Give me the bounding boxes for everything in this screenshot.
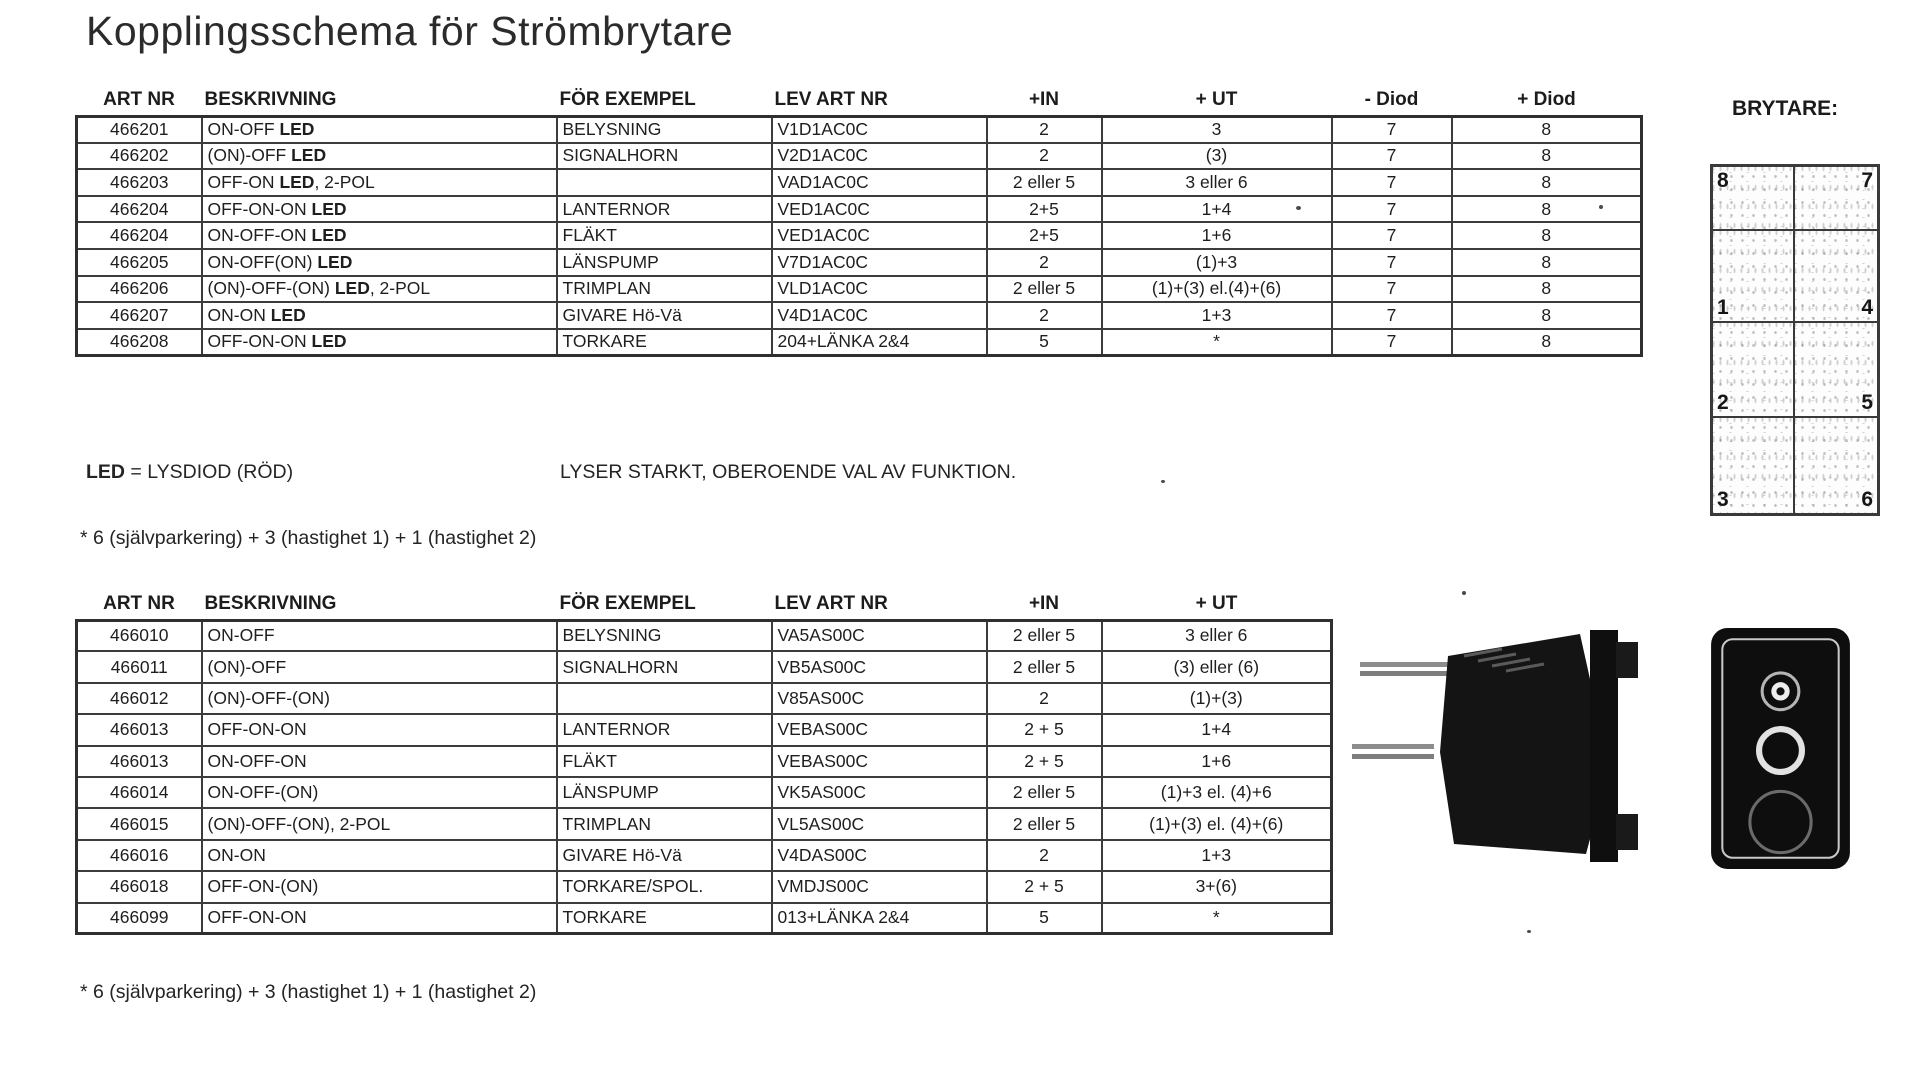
scan-speck	[1599, 205, 1603, 209]
table-cell: TORKARE	[557, 329, 772, 356]
table-cell: 2 eller 5	[987, 276, 1102, 303]
table-cell: *	[1102, 903, 1332, 934]
scan-speck	[1462, 591, 1466, 595]
table-cell: 466204	[77, 222, 202, 249]
column-header: BESKRIVNING	[204, 89, 337, 111]
column-header: + Diod	[1517, 89, 1576, 111]
table-row	[77, 329, 1642, 356]
table-cell: ON-OFF-ON LED	[202, 222, 557, 249]
column-header: ART NR	[103, 593, 175, 615]
table-row	[77, 871, 1332, 902]
table-cell: (ON)-OFF-(ON), 2-POL	[202, 808, 557, 839]
table-cell: GIVARE Hö-Vä	[557, 302, 772, 329]
table-cell: (1)+3	[1102, 249, 1332, 276]
table-cell: TORKARE	[557, 903, 772, 934]
table-cell: 2 eller 5	[987, 651, 1102, 682]
table-cell: 8	[1452, 329, 1642, 356]
table-cell: 466204	[77, 196, 202, 223]
table-cell: 1+6	[1102, 746, 1332, 777]
table-cell: 466201	[77, 116, 202, 143]
column-header: + UT	[1195, 593, 1238, 615]
table-cell: 466012	[77, 683, 202, 714]
table-cell: ON-OFF(ON) LED	[202, 249, 557, 276]
table-cell: 2 + 5	[987, 871, 1102, 902]
column-header: FÖR EXEMPEL	[559, 593, 696, 615]
terminal-cell	[1795, 167, 1877, 229]
table-cell: 8	[1452, 302, 1642, 329]
table-cell: GIVARE Hö-Vä	[557, 840, 772, 871]
table-cell: 2 + 5	[987, 714, 1102, 745]
table-cell: 2 eller 5	[987, 808, 1102, 839]
table-cell: V7D1AC0C	[772, 249, 987, 276]
table-row	[77, 620, 1332, 651]
table-cell: 466011	[77, 651, 202, 682]
led-note-rest: = LYSDIOD (RÖD)	[125, 461, 294, 483]
table-cell: (3) eller (6)	[1102, 651, 1332, 682]
table-cell: 2	[987, 143, 1102, 170]
led-note-bold: LED	[86, 461, 125, 483]
table-cell: 3+(6)	[1102, 871, 1332, 902]
table-cell: (ON)-OFF-(ON) LED, 2-POL	[202, 276, 557, 303]
table-row	[77, 808, 1332, 839]
table-cell: 1+3	[1102, 302, 1332, 329]
terminal-number: 6	[1861, 488, 1873, 511]
terminal-row	[1713, 231, 1877, 323]
table-cell: FLÄKT	[557, 222, 772, 249]
table-cell: 3	[1102, 116, 1332, 143]
table-cell: 2	[987, 683, 1102, 714]
table-cell: VL5AS00C	[772, 808, 987, 839]
table-cell: 1+4	[1102, 714, 1332, 745]
table-cell: OFF-ON-ON LED	[202, 329, 557, 356]
table-cell: 466013	[77, 714, 202, 745]
table-cell: 7	[1332, 329, 1452, 356]
table-cell: 466205	[77, 249, 202, 276]
terminal-cell	[1713, 167, 1795, 229]
scan-speck	[1296, 206, 1301, 210]
table-cell: VAD1AC0C	[772, 169, 987, 196]
table-cell: (1)+3 el. (4)+6	[1102, 777, 1332, 808]
footnote-asterisk-2: * 6 (självparkering) + 3 (hastighet 1) + 1 (hastighet 2)	[80, 981, 537, 1003]
terminal-number: 3	[1717, 488, 1729, 511]
table-cell: (1)+(3) el.(4)+(6)	[1102, 276, 1332, 303]
table-cell: 7	[1332, 276, 1452, 303]
terminal-number: 1	[1717, 296, 1729, 319]
table-cell: 2	[987, 249, 1102, 276]
table-cell	[557, 683, 772, 714]
column-header: +IN	[1028, 89, 1060, 111]
table-cell: VEBAS00C	[772, 714, 987, 745]
terminal-row	[1713, 418, 1877, 513]
table-cell: 466203	[77, 169, 202, 196]
table-cell: VED1AC0C	[772, 222, 987, 249]
table-cell: VA5AS00C	[772, 620, 987, 651]
table-cell: VED1AC0C	[772, 196, 987, 223]
table-cell: ON-ON LED	[202, 302, 557, 329]
table-cell: 466206	[77, 276, 202, 303]
header-row	[77, 590, 1332, 620]
table-row	[77, 651, 1332, 682]
table-cell: 8	[1452, 196, 1642, 223]
page-title: Kopplingsschema för Strömbrytare	[86, 8, 734, 54]
table-cell: V4D1AC0C	[772, 302, 987, 329]
table-cell: VLD1AC0C	[772, 276, 987, 303]
table-cell: 2+5	[987, 222, 1102, 249]
table-cell: LÄNSPUMP	[557, 777, 772, 808]
table-cell: 8	[1452, 249, 1642, 276]
table-cell: 5	[987, 329, 1102, 356]
table-cell: BELYSNING	[557, 116, 772, 143]
table-cell: ON-OFF LED	[202, 116, 557, 143]
led-switch-table	[75, 86, 1643, 357]
table-cell: 2 eller 5	[987, 620, 1102, 651]
table-cell: V2D1AC0C	[772, 143, 987, 170]
table-cell: FLÄKT	[557, 746, 772, 777]
rocker-switch-front-photo	[1708, 626, 1853, 871]
scan-speck	[1161, 480, 1165, 483]
terminal-number: 5	[1861, 391, 1873, 414]
table-cell: 7	[1332, 143, 1452, 170]
table-cell: 2	[987, 840, 1102, 871]
table-cell: LANTERNOR	[557, 196, 772, 223]
table-cell: (1)+(3) el. (4)+(6)	[1102, 808, 1332, 839]
table-cell: 466202	[77, 143, 202, 170]
terminal-cell	[1795, 231, 1877, 321]
terminal-cell	[1713, 418, 1795, 513]
table-cell: 466016	[77, 840, 202, 871]
table-cell: 466015	[77, 808, 202, 839]
terminal-number: 7	[1861, 169, 1873, 192]
column-header: LEV ART NR	[774, 89, 888, 111]
table-row	[77, 249, 1642, 276]
table-cell: OFF-ON-ON	[202, 903, 557, 934]
table-row	[77, 196, 1642, 223]
terminal-number: 2	[1717, 391, 1729, 414]
table-cell: 466208	[77, 329, 202, 356]
table-cell: *	[1102, 329, 1332, 356]
table-cell: 7	[1332, 222, 1452, 249]
table-cell: 466010	[77, 620, 202, 651]
table-cell: 1+4	[1102, 196, 1332, 223]
table-cell: (ON)-OFF	[202, 651, 557, 682]
table-cell	[557, 169, 772, 196]
table-row	[77, 840, 1332, 871]
table-cell: TRIMPLAN	[557, 276, 772, 303]
table-row	[77, 276, 1642, 303]
table-cell: 466018	[77, 871, 202, 902]
column-header: - Diod	[1364, 89, 1419, 111]
led-note-right: LYSER STARKT, OBEROENDE VAL AV FUNKTION.	[560, 461, 1017, 483]
table-cell: VMDJS00C	[772, 871, 987, 902]
table-cell: (ON)-OFF LED	[202, 143, 557, 170]
table-row	[77, 746, 1332, 777]
table-row	[77, 777, 1332, 808]
table-cell: 2	[987, 302, 1102, 329]
column-header: BESKRIVNING	[204, 593, 337, 615]
table-cell: 466207	[77, 302, 202, 329]
led-switch-table-section	[75, 86, 1643, 357]
scan-speck	[1527, 930, 1531, 933]
table-cell: OFF-ON-(ON)	[202, 871, 557, 902]
column-header: LEV ART NR	[774, 593, 888, 615]
terminal-number: 8	[1717, 169, 1729, 192]
table-cell: 2	[987, 116, 1102, 143]
table-cell: 8	[1452, 169, 1642, 196]
table-cell: 8	[1452, 276, 1642, 303]
terminal-cell	[1713, 323, 1795, 416]
table-cell: VB5AS00C	[772, 651, 987, 682]
table-cell: SIGNALHORN	[557, 143, 772, 170]
table-row	[77, 683, 1332, 714]
table-cell: ON-OFF	[202, 620, 557, 651]
table-cell: 013+LÄNKA 2&4	[772, 903, 987, 934]
table-cell: 2 eller 5	[987, 169, 1102, 196]
table-cell: (1)+(3)	[1102, 683, 1332, 714]
table-row	[77, 302, 1642, 329]
terminal-cell	[1795, 418, 1877, 513]
table-cell: 5	[987, 903, 1102, 934]
table-row	[77, 116, 1642, 143]
table-row	[77, 903, 1332, 934]
table-cell: 3 eller 6	[1102, 169, 1332, 196]
terminal-cell	[1795, 323, 1877, 416]
terminal-cell	[1713, 231, 1795, 321]
terminal-row	[1713, 323, 1877, 418]
table-cell: OFF-ON-ON LED	[202, 196, 557, 223]
switch-terminal-diagram	[1710, 164, 1880, 516]
standard-switch-table	[75, 590, 1333, 935]
led-note	[86, 461, 293, 484]
table-cell: 2+5	[987, 196, 1102, 223]
terminal-row	[1713, 167, 1877, 231]
table-cell: 466013	[77, 746, 202, 777]
table-row	[77, 169, 1642, 196]
table-cell: 204+LÄNKA 2&4	[772, 329, 987, 356]
table-cell: 7	[1332, 169, 1452, 196]
table-cell: 2 + 5	[987, 746, 1102, 777]
table-cell: V1D1AC0C	[772, 116, 987, 143]
table-cell: OFF-ON-ON	[202, 714, 557, 745]
table-cell: TRIMPLAN	[557, 808, 772, 839]
table-cell: 7	[1332, 249, 1452, 276]
table-cell: LANTERNOR	[557, 714, 772, 745]
table-cell: (3)	[1102, 143, 1332, 170]
table-row	[77, 222, 1642, 249]
column-header: + UT	[1195, 89, 1238, 111]
table-cell: (ON)-OFF-(ON)	[202, 683, 557, 714]
table-row	[77, 143, 1642, 170]
table-cell: 8	[1452, 116, 1642, 143]
table-cell: ON-OFF-ON	[202, 746, 557, 777]
terminal-number: 4	[1861, 296, 1873, 319]
standard-switch-table-section	[75, 590, 1333, 935]
table-cell: ON-ON	[202, 840, 557, 871]
table-cell: TORKARE/SPOL.	[557, 871, 772, 902]
table-cell: 8	[1452, 143, 1642, 170]
table-cell: BELYSNING	[557, 620, 772, 651]
table-cell: 7	[1332, 302, 1452, 329]
table-cell: 8	[1452, 222, 1642, 249]
brytare-label: BRYTARE:	[1732, 97, 1839, 120]
table-cell: ON-OFF-(ON)	[202, 777, 557, 808]
footnote-asterisk-1: * 6 (självparkering) + 3 (hastighet 1) + 1 (hastighet 2)	[80, 527, 537, 549]
table-cell: V85AS00C	[772, 683, 987, 714]
table-cell: 2 eller 5	[987, 777, 1102, 808]
table-cell: SIGNALHORN	[557, 651, 772, 682]
table-cell: V4DAS00C	[772, 840, 987, 871]
rocker-switch-side-photo	[1352, 628, 1652, 868]
table-cell: VK5AS00C	[772, 777, 987, 808]
table-cell: LÄNSPUMP	[557, 249, 772, 276]
table-cell: 3 eller 6	[1102, 620, 1332, 651]
table-cell: 7	[1332, 116, 1452, 143]
table-cell: 1+3	[1102, 840, 1332, 871]
column-header: +IN	[1028, 593, 1060, 615]
header-row	[77, 86, 1642, 116]
column-header: ART NR	[103, 89, 175, 111]
table-cell: VEBAS00C	[772, 746, 987, 777]
table-cell: 466099	[77, 903, 202, 934]
table-cell: OFF-ON LED, 2-POL	[202, 169, 557, 196]
table-row	[77, 714, 1332, 745]
table-cell: 1+6	[1102, 222, 1332, 249]
table-cell: 466014	[77, 777, 202, 808]
column-header: FÖR EXEMPEL	[559, 89, 696, 111]
table-cell: 7	[1332, 196, 1452, 223]
